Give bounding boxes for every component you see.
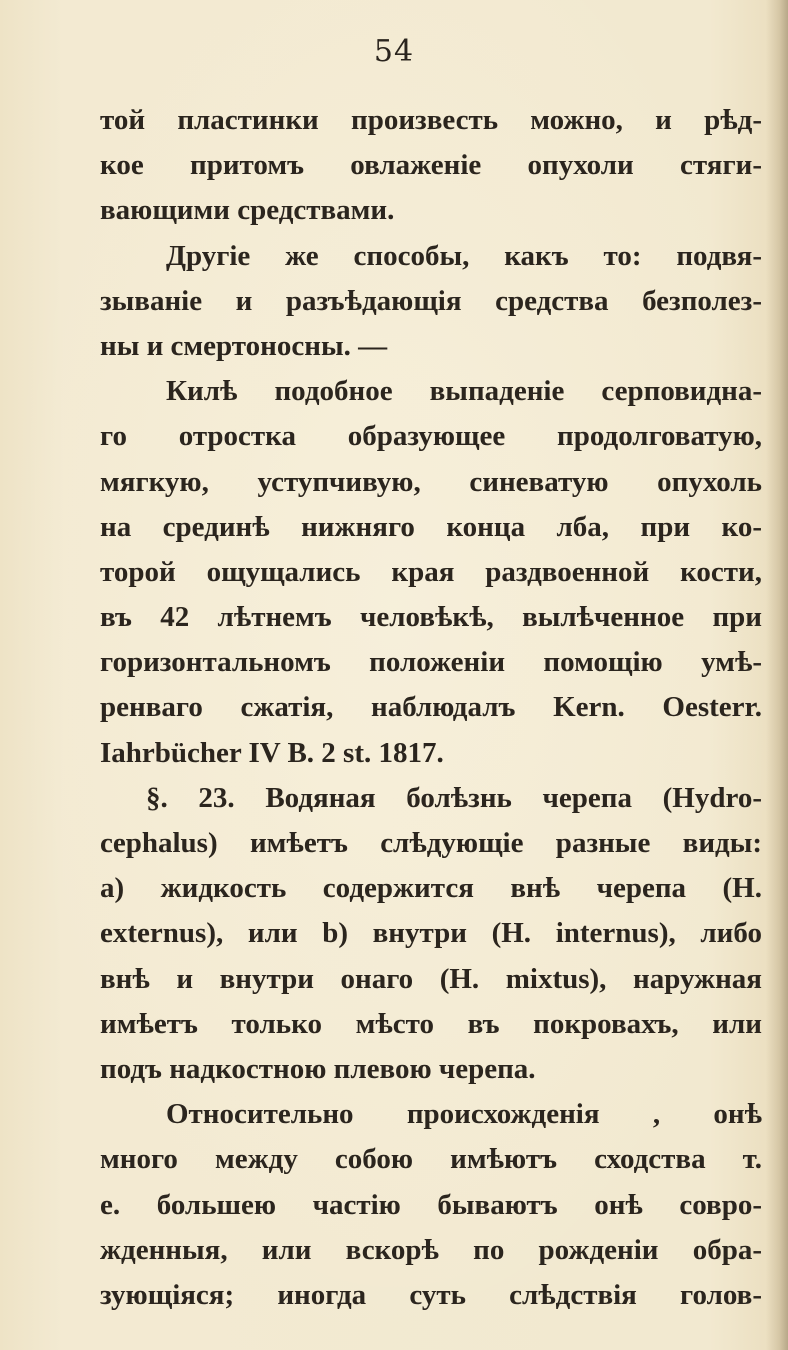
text-line: зываніе и разъѣдающія средства безполез- <box>100 284 762 317</box>
text-line: горизонтальномъ положеніи помощію умѣ- <box>100 646 762 679</box>
text-line: много между собою имѣютъ сходства т. <box>100 1143 762 1176</box>
page-edge-shadow <box>766 0 788 1350</box>
text-line: го отростка образующее продолговатую, <box>100 420 762 453</box>
text-line: a) жидкость содержится внѣ черепа (H. <box>100 872 762 905</box>
text-line: на срединѣ нижняго конца лба, при ко- <box>100 510 762 543</box>
text-line: мягкую, уступчивую, синеватую опухоль <box>100 465 762 498</box>
text-line: подъ надкостною плевою черепа. <box>100 1052 536 1085</box>
paragraph-start-line: Относительно происхожденія , онѣ <box>166 1098 762 1131</box>
text-line: жденныя, или вскорѣ по рожденіи обра- <box>100 1233 762 1266</box>
text-line: е. большею частію бываютъ онѣ совро- <box>100 1188 762 1221</box>
text-line: зующіяся; иногда суть слѣдствія голов- <box>100 1278 762 1311</box>
paragraph-start-line: Килѣ подобное выпаденіе серповидна- <box>166 375 762 408</box>
paragraph-start-line: Другіе же способы, какъ то: подвя- <box>166 239 762 272</box>
text-line: externus), или b) внутри (H. internus), либо <box>100 917 762 950</box>
text-line: кое притомъ овлаженіе опухоли стяги- <box>100 149 762 182</box>
body-text <box>100 98 762 1318</box>
section-heading-line: §. 23. Водяная болѣзнь черепа (Hydro- <box>146 781 762 814</box>
text-line: той пластинки произвесть можно, и рѣд- <box>100 104 762 136</box>
text-line: ны и смертоносны. — <box>100 329 388 362</box>
text-line: торой ощущались края раздвоенной кости, <box>100 555 762 588</box>
text-line: внѣ и внутри онаго (H. mixtus), наружная <box>100 962 762 995</box>
text-line: ренваго сжатія, наблюдалъ Kern. Oesterr. <box>100 691 762 724</box>
text-line: Iahrbücher IV B. 2 st. 1817. <box>100 736 444 769</box>
text-line: cephalus) имѣетъ слѣдующіе разные виды: <box>100 827 762 859</box>
text-line: въ 42 лѣтнемъ человѣкѣ, вылѣченное при <box>100 601 762 634</box>
text-line: имѣетъ только мѣсто въ покровахъ, или <box>100 1007 762 1040</box>
page-number: 54 <box>373 34 415 69</box>
text-line: вающими средствами. <box>100 194 395 227</box>
